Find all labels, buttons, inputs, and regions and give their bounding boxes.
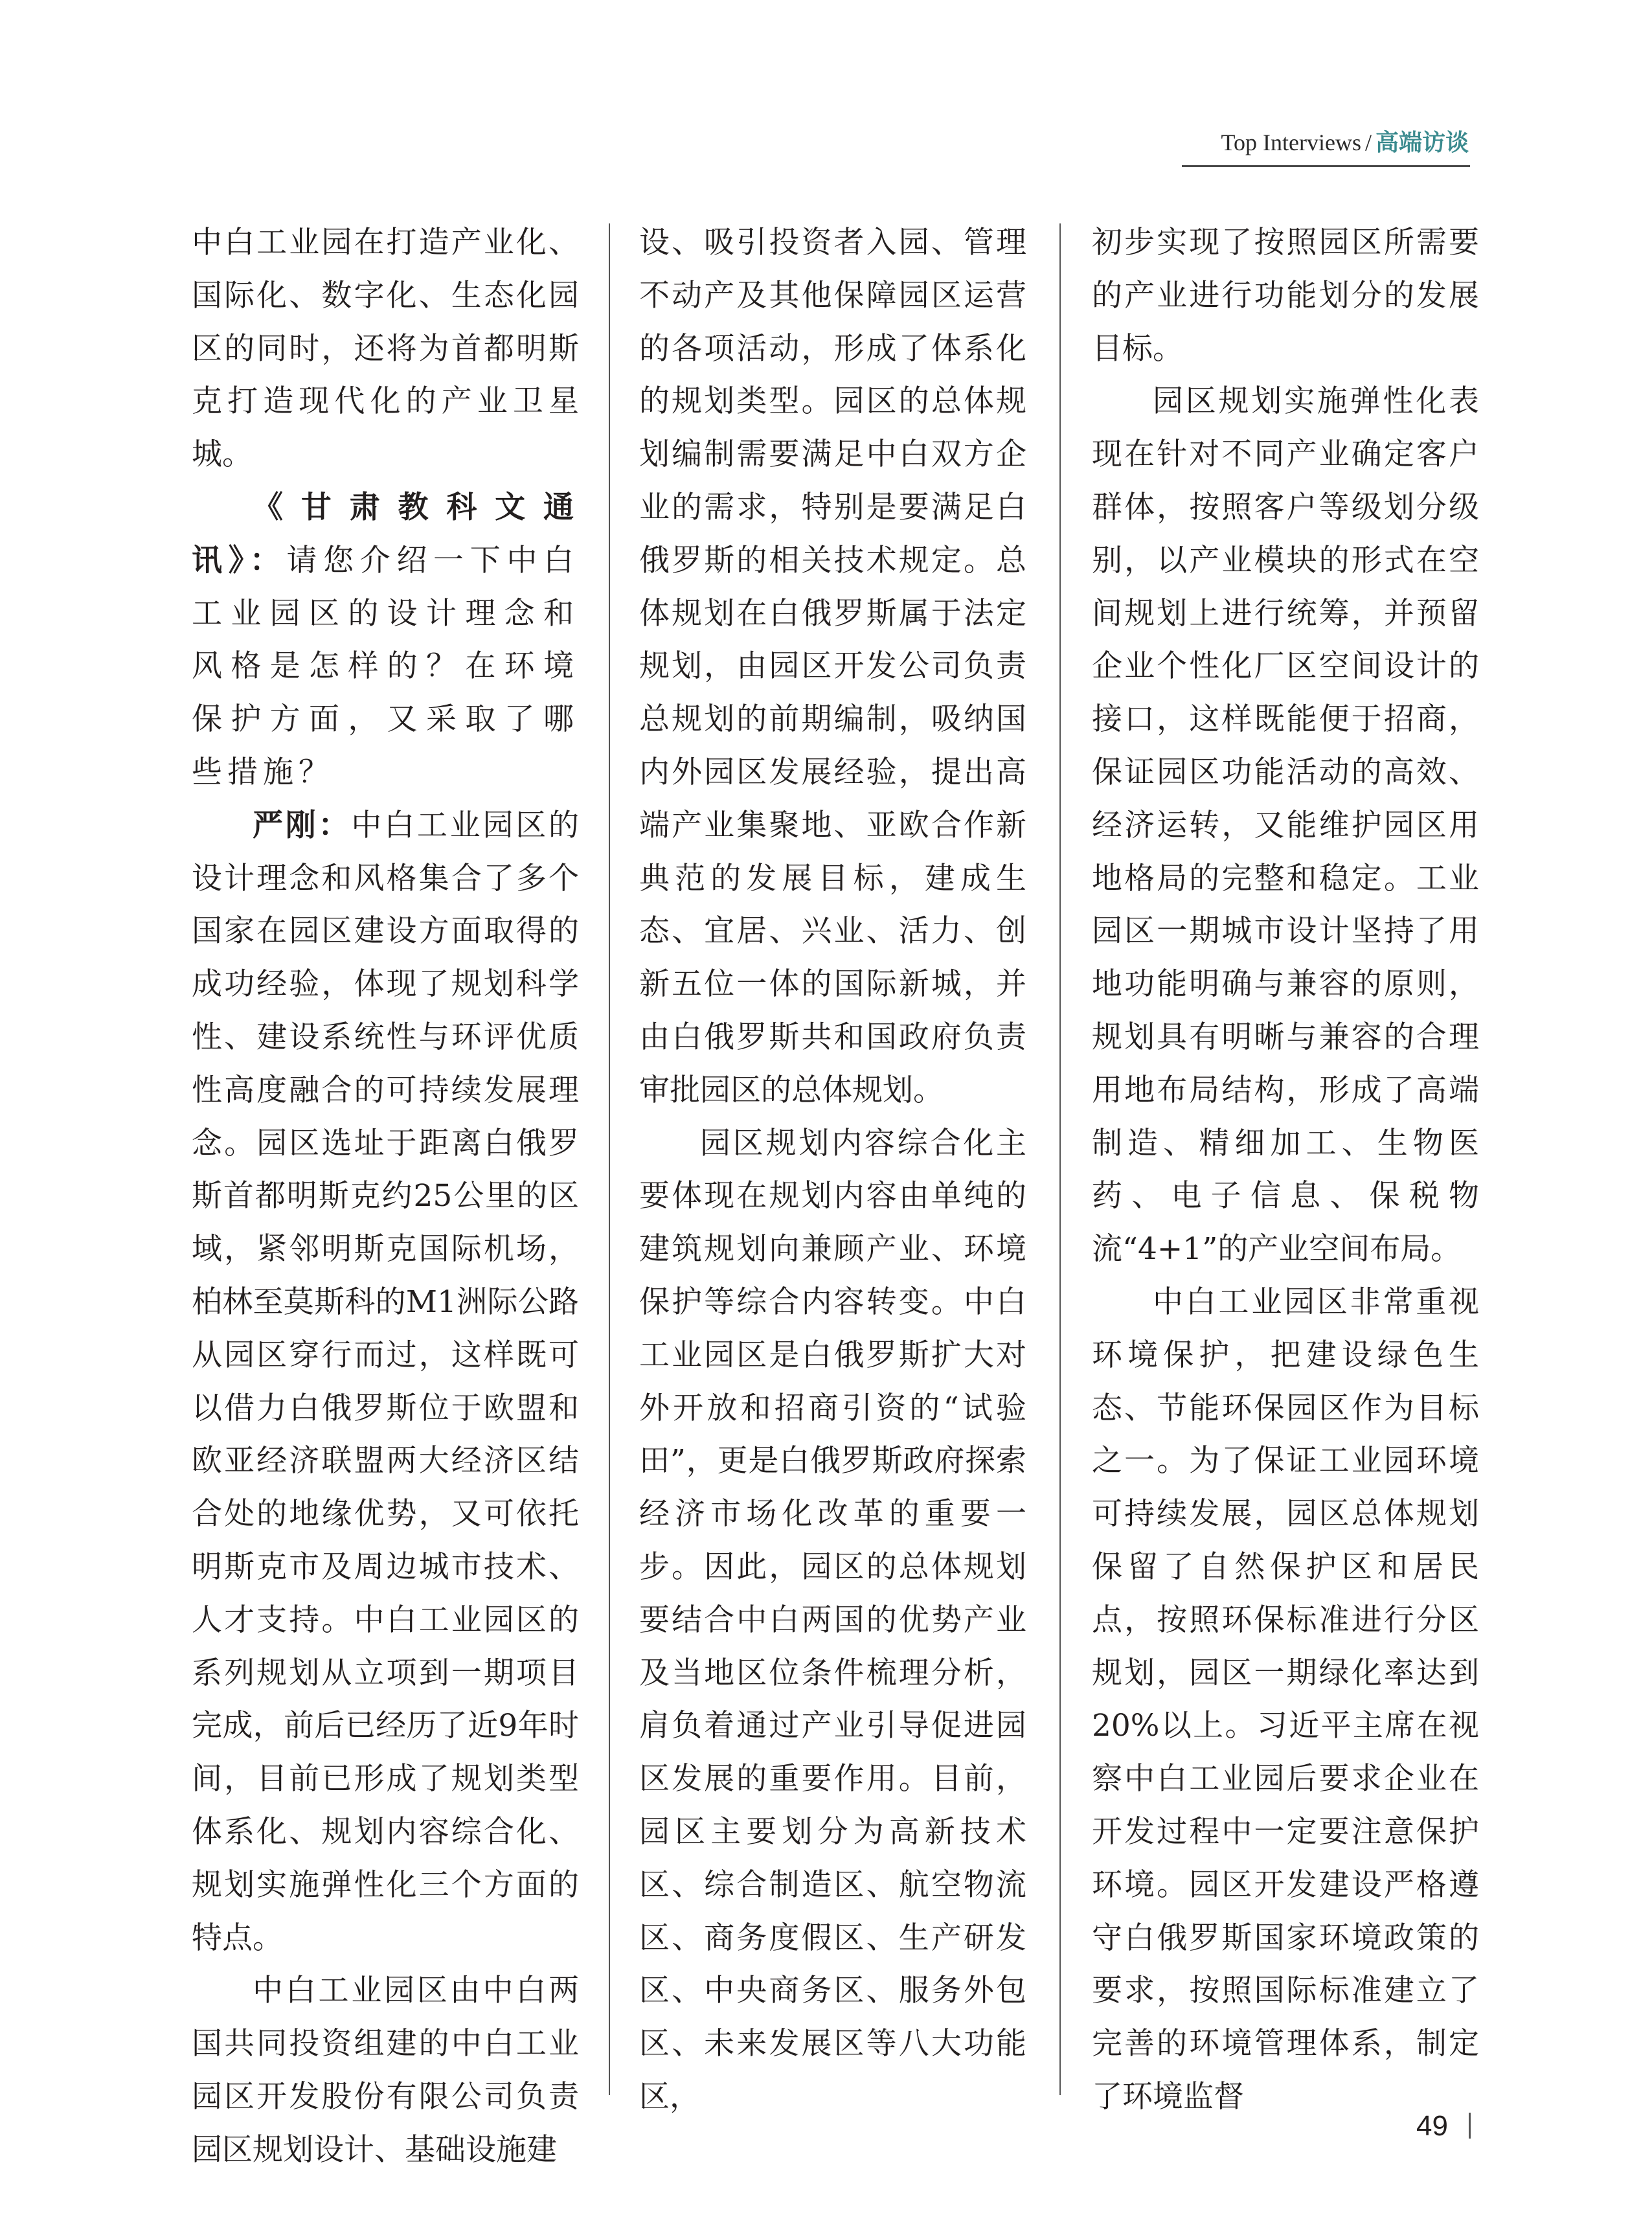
text-column-1 [192, 216, 579, 2176]
column-divider [609, 223, 610, 2095]
question-text: 请您介绍一下中白工业园区的设计理念和风格是怎样的？在环境保护方面，又采取了哪些措施？ [192, 542, 580, 790]
page-number: 49 [1416, 2110, 1448, 2142]
paragraph: 设、吸引投资者入园、管理不动产及其他保障园区运营的各项活动，形成了体系化的规划类型。园区的总体规划编制需要满足中白双方企业的需求，特别是要满足白俄罗斯的相关技术规定。总体规划在白俄罗斯属于法定规划，由园区开发公司负责总规划的前期编制，吸纳国内外园区发展经验，提出高端产业集聚地、亚欧合作新典范的发展目标，建成生态、宜居、兴业、活力、创新五位一体的国际新城，并由白俄罗斯共和国政府负责审批园区的总体规划。 [639, 225, 1026, 1108]
section-title-en: Top Interviews [1221, 130, 1361, 155]
text-column-3 [1092, 216, 1479, 2124]
paragraph: 中白工业园区由中白两国共同投资组建的中白工业园区开发股份有限公司负责园区规划设计、基础设施建 [192, 1973, 579, 2168]
running-header [1221, 124, 1469, 157]
header-separator: / [1364, 130, 1372, 155]
interview-question [192, 481, 579, 799]
paragraph: 中白工业园区非常重视环境保护，把建设绿色生态、节能环保园区作为目标之一。为了保证工业园环境可持续发展，园区总体规划保留了自然保护区和居民点，按照环保标准进行分区规划，园区一期绿化率达到20%以上。习近平主席在视察中白工业园后要求企业在开发过程中一定要注意保护环境。园区开发建设严格遵守白俄罗斯国家环境政策的要求，按照国际标准建立了完善的环境管理体系，制定了环境监督 [1092, 1284, 1479, 2115]
header-rule [1182, 165, 1470, 167]
column-divider [1059, 223, 1061, 2095]
section-title-zh: 高端访谈 [1375, 130, 1469, 155]
answer-text: 中白工业园区的设计理念和风格集合了多个国家在园区建设方面取得的成功经验，体现了规划科学性、建设系统性与环评优质性高度融合的可持续发展理念。园区选址于距离白俄罗斯首都明斯克约25公里的区域，紧邻明斯克国际机场，柏林至莫斯科的M1洲际公路从园区穿行而过，这样既可以借力白俄罗斯位于欧盟和欧亚经济联盟两大经济区结合处的地缘优势，又可依托明斯克市及周边城市技术、人才支持。中白工业园区的系列规划从立项到一期项目完成，前后已经历了近9年时间，目前已形成了规划类型体系化、规划内容综合化、规划实施弹性化三个方面的特点。 [192, 807, 580, 1956]
page-number-bar [1469, 2113, 1471, 2139]
paragraph: 园区规划实施弹性化表现在针对不同产业确定客户群体，按照客户等级划分级别，以产业模块的形式在空间规划上进行统筹，并预留企业个性化厂区空间设计的接口，这样既能便于招商，保证园区功能活动的高效、经济运转，又能维护园区用地格局的完整和稳定。工业园区一期城市设计坚持了用地功能明确与兼容的原则，规划具有明晰与兼容的合理用地布局结构，形成了高端制造、精细加工、生物医药、电子信息、保税物流“4+1”的产业空间布局。 [1092, 383, 1479, 1267]
answer-speaker: 严刚： [253, 807, 352, 843]
question-source: 《甘肃教科文通讯》： [192, 489, 579, 578]
text-column-2 [639, 216, 1026, 2124]
interview-answer [192, 799, 579, 1965]
paragraph: 初步实现了按照园区所需要的产业进行功能划分的发展目标。 [1092, 225, 1479, 367]
paragraph: 中白工业园在打造产业化、国际化、数字化、生态化园区的同时，还将为首都明斯克打造现代化的产业卫星城。 [192, 225, 579, 473]
paragraph: 园区规划内容综合化主要体现在规划内容由单纯的建筑规划向兼顾产业、环境保护等综合内容转变。中白工业园区是白俄罗斯扩大对外开放和招商引资的“试验田”，更是白俄罗斯政府探索经济市场化改革的重要一步。因此，园区的总体规划要结合中白两国的优势产业及当地区位条件梳理分析，肩负着通过产业引导促进园区发展的重要作用。目前，园区主要划分为高新技术区、综合制造区、航空物流区、商务度假区、生产研发区、中央商务区、服务外包区、未来发展区等八大功能区， [639, 1125, 1026, 2115]
